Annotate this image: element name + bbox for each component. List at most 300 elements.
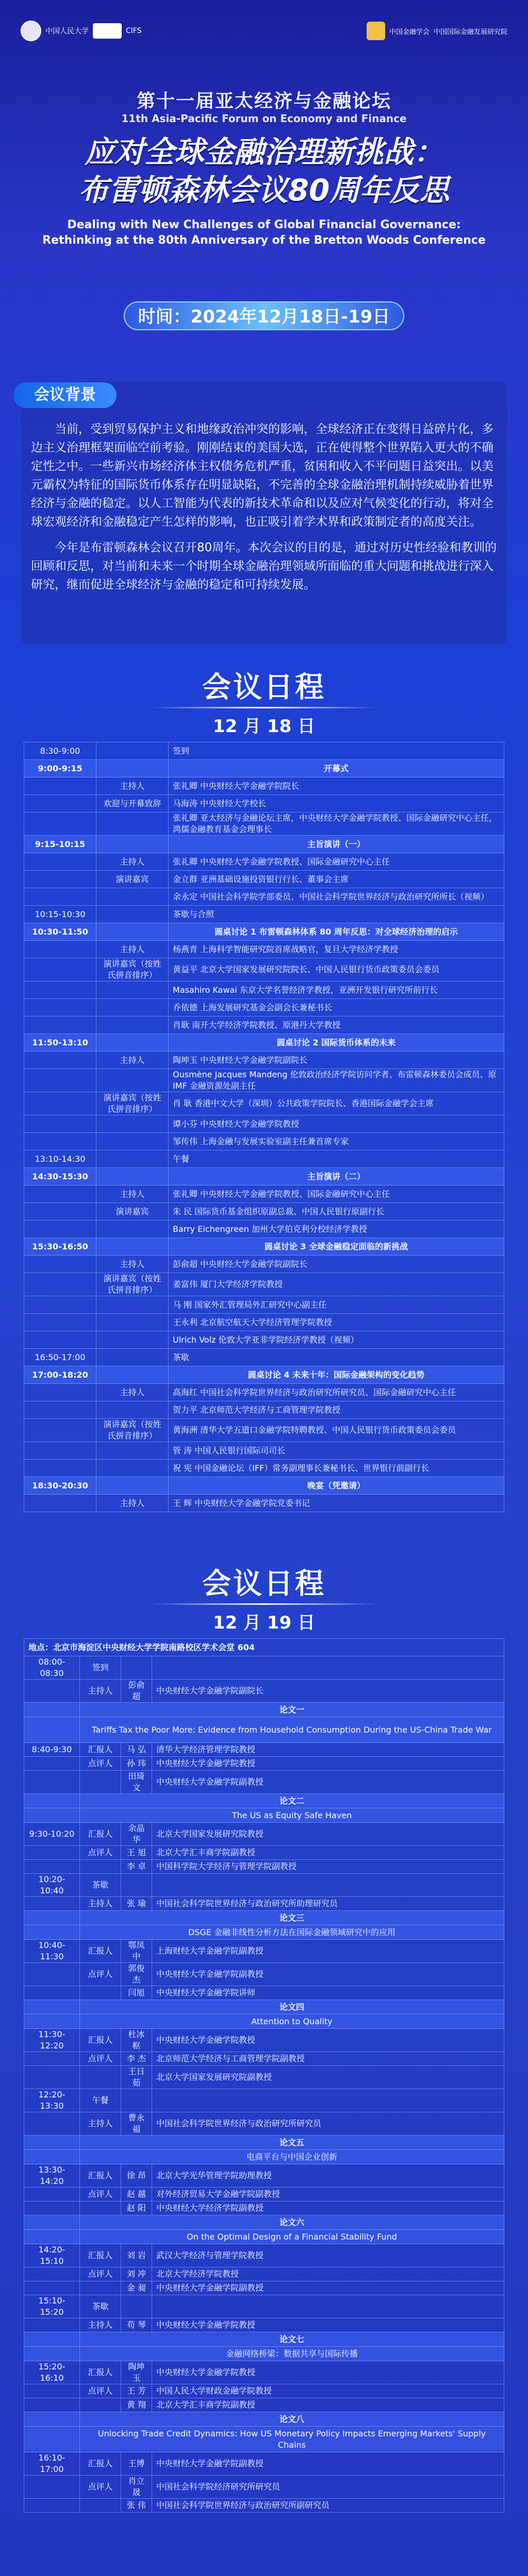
agenda-role: 主持人 [96, 1495, 169, 1512]
agenda-time [24, 2136, 80, 2150]
agenda-role: 主持人 [80, 1897, 121, 1911]
paper-title: Unlocking Trade Credit Dynamics: How US Monetary Policy Impacts Emerging Markets' Supply Chains [80, 2427, 504, 2452]
agenda-role [80, 2066, 121, 2089]
agenda-person: 王 旭 [121, 1846, 152, 1860]
agenda-affiliation: 北京大学汇丰商学院副教授 [152, 2398, 504, 2412]
agenda-time: 8:40-9:30 [24, 1743, 80, 1757]
agenda-content: 午餐 [169, 1150, 504, 1168]
paper-title: Tariffs Tax the Poor More: Evidence from Household Consumption During the US-China Trade War [80, 1717, 504, 1743]
agenda-row [24, 1717, 504, 1743]
agenda-affiliation: 中国人民大学财政金融学院教授 [152, 2384, 504, 2398]
paper-label: 论文五 [80, 2136, 504, 2150]
agenda-row [24, 1680, 504, 1703]
agenda-role [96, 1460, 169, 1477]
agenda-row [24, 2267, 504, 2281]
agenda-role [96, 1349, 169, 1366]
agenda-person: 张 瑜 [121, 1897, 152, 1911]
agenda-role: 汇报人 [80, 1743, 121, 1757]
agenda-person: 孙 玮 [121, 1757, 152, 1771]
agenda-content: 张礼卿 中央财经大学金融学院院长 [169, 777, 504, 795]
agenda-row [24, 2384, 504, 2398]
agenda-role [96, 1150, 169, 1168]
agenda-affiliation: 北京师范大学经济与工商管理学院副教授 [152, 2052, 504, 2066]
agenda-time: 9:15-10:15 [24, 836, 96, 853]
agenda-content: 签到 [169, 742, 504, 760]
agenda-person: 赵 阳 [121, 2201, 152, 2215]
agenda-row [24, 795, 504, 812]
agenda-time [24, 2499, 80, 2513]
agenda-time [24, 1460, 96, 1477]
agenda-role: 点评人 [80, 1963, 121, 1986]
agenda-row [24, 1771, 504, 1794]
agenda-role: 点评人 [80, 1846, 121, 1860]
background-tag: 会议背景 [13, 382, 117, 408]
agenda-row [24, 1874, 504, 1897]
agenda-time [24, 2347, 80, 2361]
main-title-cn-line1: 应对全球金融治理新挑战： [84, 134, 443, 170]
agenda-row [24, 836, 504, 853]
agenda-time: 8:30-9:00 [24, 742, 96, 760]
agenda-affiliation: 对外经济贸易大学金融学院副教授 [152, 2188, 504, 2201]
agenda-role [96, 1221, 169, 1238]
agenda-role [96, 1296, 169, 1314]
agenda-role [96, 1034, 169, 1052]
agenda-day1-table [24, 742, 504, 1512]
agenda-row [24, 2215, 504, 2230]
agenda-time [24, 2201, 80, 2215]
agenda-row [24, 1823, 504, 1846]
agenda-role: 主持人 [96, 1185, 169, 1203]
agenda-location: 地点：北京市海淀区中央财经大学学院南路校区学术会堂 604 [24, 1639, 504, 1656]
agenda-row [24, 1221, 504, 1238]
agenda-time: 10:15-10:30 [24, 906, 96, 923]
agenda-location-row [24, 1639, 504, 1656]
paper-label: 论文七 [80, 2332, 504, 2347]
agenda-role: 汇报人 [80, 2452, 121, 2476]
main-title-en-line1: Dealing with New Challenges of Global Financial Governance: [67, 218, 461, 231]
agenda-time: 08:00-08:30 [24, 1656, 80, 1680]
agenda-role: 点评人 [80, 2052, 121, 2066]
agenda-row [24, 1442, 504, 1460]
agenda-role: 主持人 [96, 1256, 169, 1273]
agenda-person: 陶坤玉 [121, 2361, 152, 2384]
main-title-en-line2: Rethinking at the 80th Anniversary of the Bretton Woods Conference [42, 234, 486, 247]
agenda-content: 茶歇与合照 [169, 906, 504, 923]
agenda-row [24, 1034, 504, 1052]
agenda-affiliation: 中国社会科学院世界经济与政治研究所助理研究员 [152, 1897, 504, 1911]
agenda-time [24, 1331, 96, 1349]
agenda-time: 18:30-20:30 [24, 1477, 96, 1495]
agenda-affiliation: 中央财经大学金融学院教授 [152, 2361, 504, 2384]
agenda-time: 16:10-17:00 [24, 2452, 80, 2476]
university-seal-icon [21, 21, 41, 41]
agenda-role [96, 1238, 169, 1256]
agenda-row [24, 1419, 504, 1442]
agenda-affiliation: 中央财经大学经济学院副教授 [152, 2201, 504, 2215]
agenda-time [24, 2112, 80, 2136]
agenda-row [24, 1963, 504, 1986]
agenda-person: 肖立晟 [121, 2476, 152, 2499]
agenda-content: 邹传伟 上海金融与发展实验室副主任兼首席专家 [169, 1133, 504, 1150]
agenda-time [24, 1495, 96, 1512]
agenda-role: 点评人 [80, 2188, 121, 2201]
agenda-person [121, 1874, 152, 1897]
agenda-role [96, 836, 169, 853]
agenda-role: 汇报人 [80, 2164, 121, 2188]
agenda-person [121, 2089, 152, 2112]
agenda-row [24, 1349, 504, 1366]
agenda-time: 17:00-18:20 [24, 1366, 96, 1384]
agenda-role [96, 1168, 169, 1185]
agenda-row [24, 1052, 504, 1069]
agenda-role: 午餐 [80, 2089, 121, 2112]
agenda-role: 主持人 [80, 2112, 121, 2136]
agenda-time: 14:20-15:10 [24, 2244, 80, 2267]
agenda-content: 张礼卿 中央财经大学金融学院教授、国际金融研究中心主任 [169, 853, 504, 871]
paper-label: 论文八 [80, 2412, 504, 2427]
agenda-time [24, 2000, 80, 2014]
agenda-time: 10:40-11:30 [24, 1940, 80, 1963]
agenda-role [96, 760, 169, 777]
agenda-role [96, 742, 169, 760]
agenda-time [24, 2014, 80, 2029]
agenda-role: 主持人 [96, 1384, 169, 1401]
agenda-row [24, 2164, 504, 2188]
paper-label: 论文四 [80, 2000, 504, 2014]
agenda-time [24, 1846, 80, 1860]
agenda-role [96, 1401, 169, 1419]
agenda-content: Ousmène Jacques Mandeng 伦敦政治经济学院访问学者、布雷顿森林委员会成员、原 IMF 金融资源处副主任 [169, 1069, 504, 1092]
agenda-time: 15:30-16:50 [24, 1238, 96, 1256]
agenda-row [24, 2201, 504, 2215]
agenda-time: 15:10-15:20 [24, 2295, 80, 2318]
agenda-time [24, 1911, 80, 1925]
agenda-role: 茶歇 [80, 1874, 121, 1897]
agenda-time: 15:20-16:10 [24, 2361, 80, 2384]
agenda-row [24, 1185, 504, 1203]
agenda-time [24, 981, 96, 999]
agenda-time [24, 1092, 96, 1115]
agenda-row [24, 2332, 504, 2347]
agenda-role: 演讲嘉宾（按姓氏拼音排序） [96, 1273, 169, 1296]
agenda-row [24, 1401, 504, 1419]
agenda-row [24, 2014, 504, 2029]
agenda-row [24, 981, 504, 999]
agenda-time [24, 1314, 96, 1331]
agenda-person: 杜冰枢 [121, 2029, 152, 2052]
agenda-time [24, 1986, 80, 2000]
agenda-time [24, 1419, 96, 1442]
agenda-time [24, 1203, 96, 1221]
agenda-row [24, 2412, 504, 2427]
agenda-affiliation: 中央财经大学金融学院副教授 [152, 2281, 504, 2295]
agenda-row [24, 1133, 504, 1150]
agenda-row [24, 742, 504, 760]
agenda-time [24, 2066, 80, 2089]
agenda-role: 欢迎与开幕致辞 [96, 795, 169, 812]
agenda-person [121, 2295, 152, 2318]
agenda-role [80, 2201, 121, 2215]
agenda-time [24, 941, 96, 958]
agenda-affiliation: 中央财经大学金融学院副教授 [152, 1771, 504, 1794]
agenda-content: 开幕式 [169, 760, 504, 777]
agenda-time [24, 1016, 96, 1034]
agenda-content: 谭小芬 中央财经大学金融学院教授 [169, 1115, 504, 1133]
agenda-row [24, 1314, 504, 1331]
agenda-row [24, 1656, 504, 1680]
date-bar: 时间：2024年12月18日-19日 [124, 301, 404, 330]
agenda-day2-date: 12 月 19 日 [212, 1613, 316, 1633]
agenda-content: 王永利 北京航空航天大学经济管理学院教授 [169, 1314, 504, 1331]
agenda-time: 9:30-10:20 [24, 1823, 80, 1846]
agenda-role: 演讲嘉宾 [96, 1203, 169, 1221]
agenda-time [24, 871, 96, 888]
agenda-content: 黄益平 北京大学国家发展研究院院长、中国人民银行货币政策委员会委员 [169, 958, 504, 981]
agenda-role: 演讲嘉宾 [96, 871, 169, 888]
agenda-row [24, 1925, 504, 1940]
agenda-row [24, 1203, 504, 1221]
agenda-content: 主旨演讲（一） [169, 836, 504, 853]
agenda-row [24, 906, 504, 923]
agenda-content: 晚宴（凭邀请） [169, 1477, 504, 1495]
agenda-role [96, 1366, 169, 1384]
agenda-content: 圆桌讨论 4 未来十年：国际金融架构的变化趋势 [169, 1366, 504, 1384]
agenda-affiliation: 中央财经大学金融学院副院长 [152, 1680, 504, 1703]
agenda-time [24, 2384, 80, 2398]
agenda-person: 鄂凤中 [121, 1940, 152, 1963]
agenda-time [24, 1273, 96, 1296]
agenda-time [24, 1963, 80, 1986]
agenda-role: 主持人 [96, 941, 169, 958]
agenda-content: 肖耿 南开大学经济学院教授、原港丹大学教授 [169, 1016, 504, 1034]
agenda-row [24, 2427, 504, 2452]
agenda-time [24, 795, 96, 812]
agenda-role: 汇报人 [80, 2244, 121, 2267]
agenda-person: 刘 岩 [121, 2244, 152, 2267]
agenda-role [96, 888, 169, 906]
agenda-role [96, 1477, 169, 1495]
agenda-role: 演讲嘉宾（按姓氏拼音排序） [96, 958, 169, 981]
agenda-row [24, 1069, 504, 1092]
agenda-content: 余永定 中国社会科学院学部委员、中国社会科学院世界经济与政治研究所所长（视频） [169, 888, 504, 906]
agenda-row [24, 1743, 504, 1757]
agenda-content: 圆桌讨论 2 国际货币体系的未来 [169, 1034, 504, 1052]
agenda-row [24, 1092, 504, 1115]
agenda-affiliation: 中央财经大学金融学院教授 [152, 1757, 504, 1771]
agenda-content: 圆桌讨论 3 全球金融稳定面临的新挑战 [169, 1238, 504, 1256]
paper-label: 论文一 [80, 1703, 504, 1717]
agenda-content: 陶坤玉 中央财经大学金融学院副院长 [169, 1052, 504, 1069]
agenda-role: 汇报人 [80, 1940, 121, 1963]
agenda-role: 点评人 [80, 2476, 121, 2499]
agenda-row [24, 1808, 504, 1823]
agenda-content: 张礼卿 中央财经大学金融学院教授、国际金融研究中心主任 [169, 1185, 504, 1203]
agenda-affiliation: 中央财经大学金融学院教授 [152, 2029, 504, 2052]
agenda-row [24, 1940, 504, 1963]
agenda-time [24, 1703, 80, 1717]
logo-right-1-text: 中国金融学会 [389, 28, 430, 36]
agenda-person: 余晶华 [121, 1823, 152, 1846]
agenda-role: 签到 [80, 1656, 121, 1680]
logo-right [367, 22, 507, 40]
agenda-affiliation [152, 2295, 504, 2318]
agenda-row [24, 2029, 504, 2052]
agenda-affiliation [152, 1874, 504, 1897]
agenda-role: 主持人 [80, 2318, 121, 2332]
background-paragraph-1: 当前，受到贸易保护主义和地缘政治冲突的影响，全球经济正在变得日益碎片化，多边主义治理框架面临空前考验。刚刚结束的美国大选，正在使得整个世界陷入更大的不确定性之中。一些新兴市场经济体主权债务危机严重，贫困和收入不平问题日益突出。以美元霸权为特征的国际货币体系存在明显缺陷，不完善的全球金融治理机制持续威胁着世界经济与金融的稳定。以人工智能为代表的新技术革命和以及应对气候变化的行动，将对全球宏观经济和金融稳定产生怎样的影响，也正吸引着学术界和政策制定者的高度关注。 [31, 422, 493, 529]
agenda-affiliation: 中央财经大学金融学院副教授 [152, 1963, 504, 1986]
agenda-time [24, 2427, 80, 2452]
agenda-role: 主持人 [80, 1680, 121, 1703]
agenda-time [24, 2052, 80, 2066]
agenda-row [24, 812, 504, 836]
agenda-affiliation [152, 1656, 504, 1680]
paper-label: 论文二 [80, 1794, 504, 1808]
agenda-affiliation: 上海财经大学金融学院副教授 [152, 1940, 504, 1963]
agenda-time [24, 1442, 96, 1460]
agenda-role: 主持人 [96, 1052, 169, 1069]
agenda-time: 14:30-15:30 [24, 1168, 96, 1185]
agenda-row [24, 1150, 504, 1168]
header-logos [21, 15, 507, 46]
background-text [31, 420, 497, 597]
agenda-row [24, 2000, 504, 2014]
paper-title: 电商平台与中国企业创新 [80, 2150, 504, 2164]
agenda-affiliation: 武汉大学经济与管理学院教授 [152, 2244, 504, 2267]
agenda-role: 主持人 [96, 853, 169, 871]
agenda-time [24, 1185, 96, 1203]
agenda-role [96, 1314, 169, 1331]
paper-title: On the Optimal Design of a Financial Stability Fund [80, 2230, 504, 2244]
agenda-content: 肖 耿 香港中文大学（深圳）公共政策学院院长、香港国际金融学会主席 [169, 1092, 504, 1115]
agenda-person: 苟 琴 [121, 2318, 152, 2332]
agenda-day1-title: 会议日程 [202, 670, 326, 704]
agenda-time [24, 2412, 80, 2427]
agenda-role [96, 906, 169, 923]
agenda-role [96, 923, 169, 941]
agenda-content: 马 刚 国家外汇管理局外汇研究中心副主任 [169, 1296, 504, 1314]
agenda-person: 田琦文 [121, 1771, 152, 1794]
paper-title: DSGE 金融非线性分析方法在国际金融领域研究中的应用 [80, 1925, 504, 1940]
agenda-person: 曹永福 [121, 2112, 152, 2136]
agenda-row [24, 2052, 504, 2066]
agenda-role [80, 2281, 121, 2295]
agenda-person: 徐 昂 [121, 2164, 152, 2188]
agenda-row [24, 1366, 504, 1384]
agenda-row [24, 1860, 504, 1874]
agenda-role: 汇报人 [80, 1823, 121, 1846]
agenda-row [24, 2476, 504, 2499]
agenda-affiliation: 中国科学院大学经济与管理学院副教授 [152, 1860, 504, 1874]
agenda-person: 张 伟 [121, 2499, 152, 2513]
agenda-person: 王日茹 [121, 2066, 152, 2089]
agenda-content: 茶歇 [169, 1349, 504, 1366]
main-title-en [0, 217, 528, 248]
agenda-role: 演讲嘉宾（按姓氏拼音排序） [96, 1419, 169, 1442]
agenda-person: 刘 冲 [121, 2267, 152, 2281]
agenda-time [24, 1221, 96, 1238]
agenda-time [24, 2281, 80, 2295]
agenda-content: 高海红 中国社会科学院世界经济与政治研究所研究员、国际金融研究中心主任 [169, 1384, 504, 1401]
agenda-role: 点评人 [80, 2267, 121, 2281]
agenda-time: 13:10-14:30 [24, 1150, 96, 1168]
agenda-time [24, 2267, 80, 2281]
logo-right-2-text: 中国国际金融发展研究院 [433, 28, 507, 36]
agenda-role: 主持人 [96, 777, 169, 795]
agenda-content: 王 辉 中央财经大学金融学院党委书记 [169, 1495, 504, 1512]
agenda-row [24, 760, 504, 777]
agenda-role [96, 1133, 169, 1150]
agenda-row [24, 2089, 504, 2112]
agenda-affiliation: 清华大学经济管理学院教授 [152, 1743, 504, 1757]
agenda-row [24, 2112, 504, 2136]
logo-left [21, 21, 142, 41]
agenda-time [24, 2188, 80, 2201]
agenda-time [24, 1925, 80, 1940]
agenda-time [24, 1897, 80, 1911]
agenda-affiliation: 中央财经大学金融学院副教授 [152, 2452, 504, 2476]
agenda-affiliation [152, 2089, 504, 2112]
agenda-content: 乔依德 上海发展研究基金会副会长兼秘书长 [169, 999, 504, 1016]
agenda-row [24, 2230, 504, 2244]
agenda-row [24, 2499, 504, 2513]
agenda-row [24, 999, 504, 1016]
agenda-day2-table [24, 1638, 504, 2513]
agenda-affiliation: 北京大学国家发展研究院副教授 [152, 2066, 504, 2089]
agenda-affiliation: 中央财经大学金融学院讲师 [152, 1986, 504, 2000]
agenda-time [24, 812, 96, 836]
agenda-role [96, 1115, 169, 1133]
agenda-row [24, 2452, 504, 2476]
cifs-logo-icon [93, 23, 122, 39]
agenda-affiliation: 中国社会科学院世界经济与政治研究所研究员 [152, 2112, 504, 2136]
agenda-row [24, 853, 504, 871]
agenda-affiliation: 北京大学汇丰商学院副教授 [152, 1846, 504, 1860]
agenda-role [80, 2398, 121, 2412]
agenda-content: 祝 宪 中国金融论坛（IFF）常务副理事长兼秘书长、世界银行前副行长 [169, 1460, 504, 1477]
agenda-content: 黄海洲 清华大学五道口金融学院特聘教授、中国人民银行货币政策委员会委员 [169, 1419, 504, 1442]
agenda-row [24, 1477, 504, 1495]
agenda-person: 彭俞超 [121, 1680, 152, 1703]
agenda-content: 贺力平 北京师范大学经济与工商管理学院教授 [169, 1401, 504, 1419]
main-title-cn [0, 133, 528, 209]
agenda-affiliation: 中央财经大学金融学院教授 [152, 2318, 504, 2332]
agenda-row [24, 1168, 504, 1185]
background-paragraph-2: 今年是布雷顿森林会议召开80周年。本次会议的目的是，通过对历史性经验和教训的回顾和反思，对当前和未来一个时期全球金融治理领域所面临的重大问题和挑战进行深入研究，继而促进全球经济与金融的稳定和可持续发展。 [31, 541, 497, 591]
agenda-time [24, 777, 96, 795]
agenda-time [24, 1052, 96, 1069]
agenda-row [24, 1986, 504, 2000]
agenda-person [121, 1656, 152, 1680]
agenda-person: 郭俊杰 [121, 1963, 152, 1986]
agenda-person: 李 卓 [121, 1860, 152, 1874]
agenda-time: 12:20-13:30 [24, 2089, 80, 2112]
agenda-content: 彭俞超 中央财经大学金融学院副院长 [169, 1256, 504, 1273]
agenda-person: 闫旭 [121, 1986, 152, 2000]
agenda-affiliation: 中国社会科学院经济研究所研究员 [152, 2476, 504, 2499]
agenda-row [24, 1460, 504, 1477]
agenda-row [24, 1897, 504, 1911]
agenda-affiliation: 北京大学光华管理学院助理教授 [152, 2164, 504, 2188]
agenda-row [24, 871, 504, 888]
agenda-row [24, 2150, 504, 2164]
agenda-role: 汇报人 [80, 2029, 121, 2052]
agenda-row [24, 1794, 504, 1808]
agenda-content: Ulrich Volz 伦敦大学亚非学院经济学教授（视频） [169, 1331, 504, 1349]
agenda-time [24, 1384, 96, 1401]
paper-title: The US as Equity Safe Haven [80, 1808, 504, 1823]
agenda-role [96, 981, 169, 999]
